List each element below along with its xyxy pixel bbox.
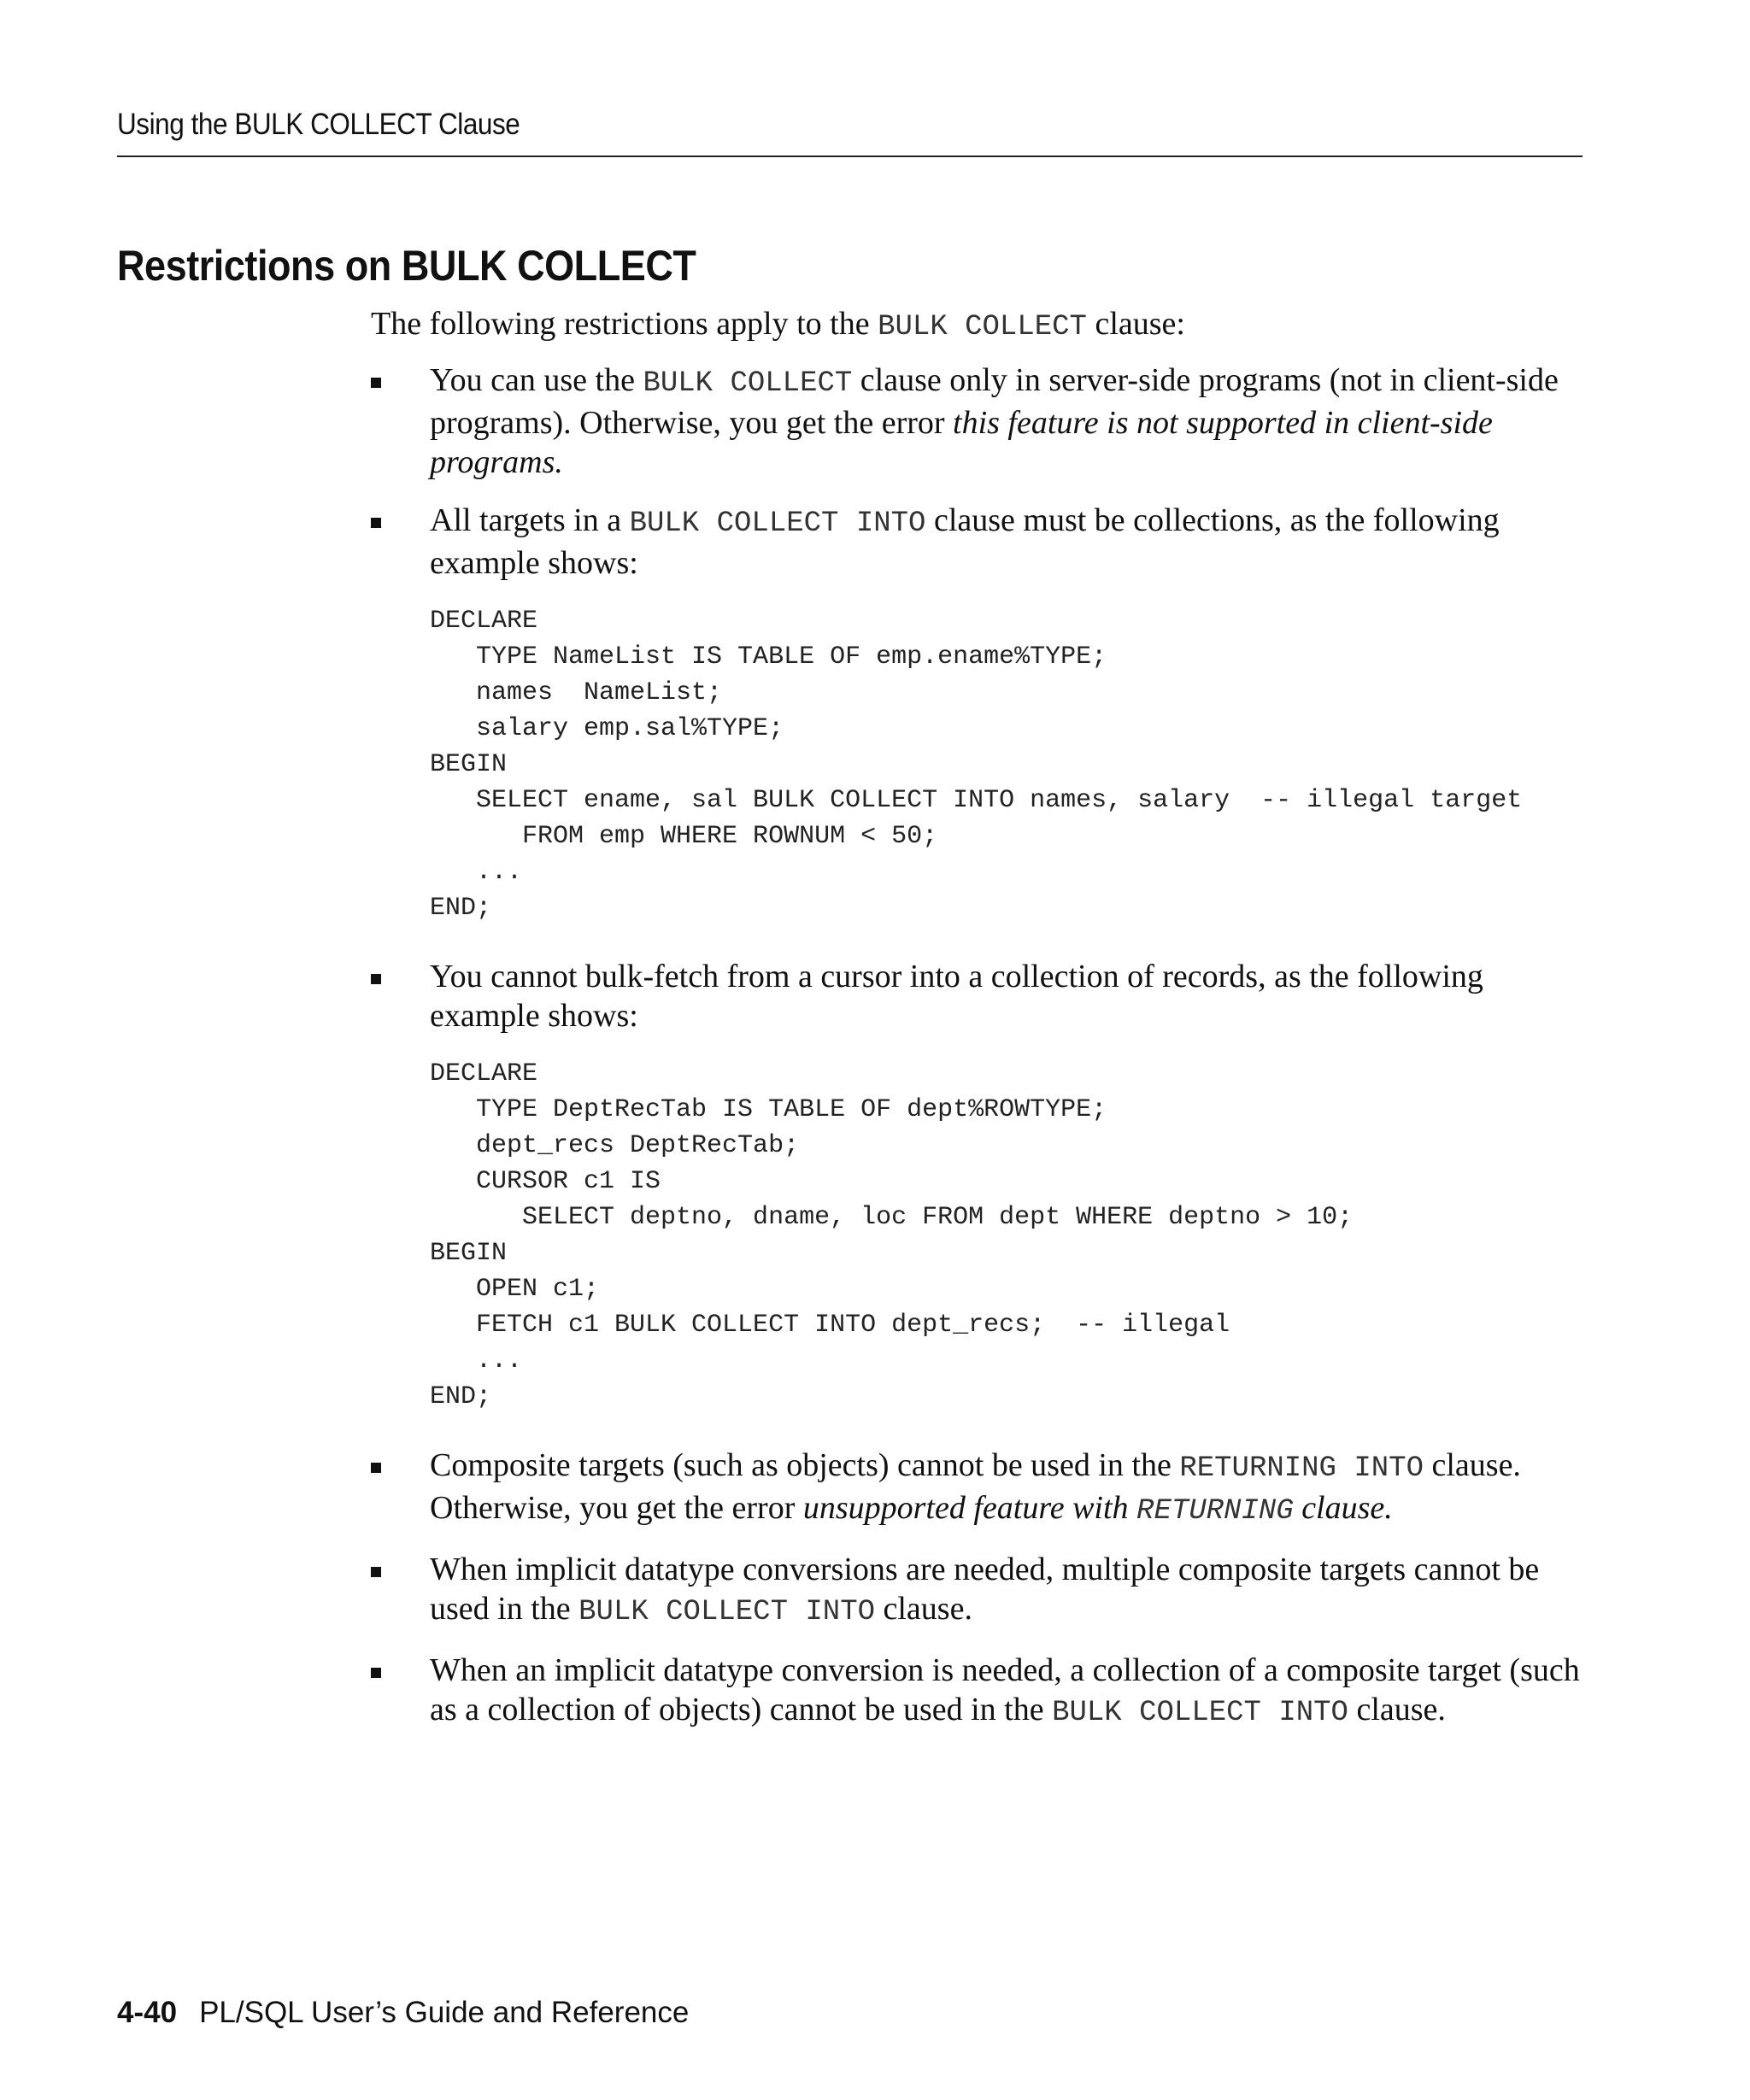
header-rule xyxy=(117,155,1583,157)
list-item: All targets in a BULK COLLECT INTO clause must be collections, as the following example shows: DECLARE TYPE NameList IS TABLE OF emp.ename%TYPE; names NameList; salary emp.sal%TYPE; BEGIN SELECT ename, sal BULK COLLECT INTO names, salary -- illegal target FROM emp WHERE ROWNUM < 50; ... END; xyxy=(371,501,1593,926)
list-item: You can use the BULK COLLECT clause only in server-side programs (not in client-side programs). Otherwise, you get the error this feature is not supported in client-side programs. xyxy=(371,361,1593,482)
list-item: When implicit datatype conversions are needed, multiple composite targets cannot be used in the BULK COLLECT INTO clause. xyxy=(371,1550,1593,1632)
code-example: DECLARE TYPE NameList IS TABLE OF emp.ename%TYPE; names NameList; salary emp.sal%TYPE; BEGIN SELECT ename, sal BULK COLLECT INTO names, salary -- illegal target FROM emp WHERE ROWNUM < 50; ... END; xyxy=(430,607,1523,923)
error-message: this feature is not supported in client-side programs. xyxy=(430,405,1493,480)
error-message: unsupported feature with xyxy=(802,1490,1137,1526)
book-title: PL/SQL User’s Guide and Reference xyxy=(199,1996,690,2029)
bullet-icon xyxy=(371,1668,381,1678)
bullet-icon xyxy=(371,974,381,984)
list-item: You cannot bulk-fetch from a cursor into a collection of records, as the following example shows: DECLARE TYPE DeptRecTab IS TABLE OF dept%ROWTYPE; dept_recs DeptRecTab; CURSOR c1 IS SELECT deptno, dname, loc FROM dept WHERE deptno > 10; BEGIN OPEN c1; FETCH c1 BULK COLLECT INTO dept_recs; -- illegal ... END; xyxy=(371,957,1593,1415)
bullet-icon xyxy=(371,1567,381,1577)
list-item: Composite targets (such as objects) cannot be used in the RETURNING INTO clause. Otherwise, you get the error unsupported feature with RETURNING clause. xyxy=(371,1446,1593,1531)
intro-paragraph: The following restrictions apply to the BULK COLLECT clause: xyxy=(371,306,1185,343)
code-example: DECLARE TYPE DeptRecTab IS TABLE OF dept%ROWTYPE; dept_recs DeptRecTab; CURSOR c1 IS SELECT deptno, dname, loc FROM dept WHERE deptno > 10; BEGIN OPEN c1; FETCH c1 BULK COLLECT INTO dept_recs; -- illegal ... END; xyxy=(430,1059,1354,1411)
list-item: When an implicit datatype conversion is needed, a collection of a composite target (such as a collection of objects) cannot be used in the BULK COLLECT INTO clause. xyxy=(371,1651,1593,1733)
section-heading: Restrictions on BULK COLLECT xyxy=(117,242,696,290)
page-footer xyxy=(117,1996,689,2030)
running-header: Using the BULK COLLECT Clause xyxy=(117,108,520,141)
section-body xyxy=(371,304,1593,1751)
bullet-icon xyxy=(371,518,381,528)
restrictions-list xyxy=(371,361,1593,1733)
page-number: 4-40 xyxy=(117,1996,178,2029)
bullet-icon xyxy=(371,378,381,388)
bullet-icon xyxy=(371,1463,381,1473)
